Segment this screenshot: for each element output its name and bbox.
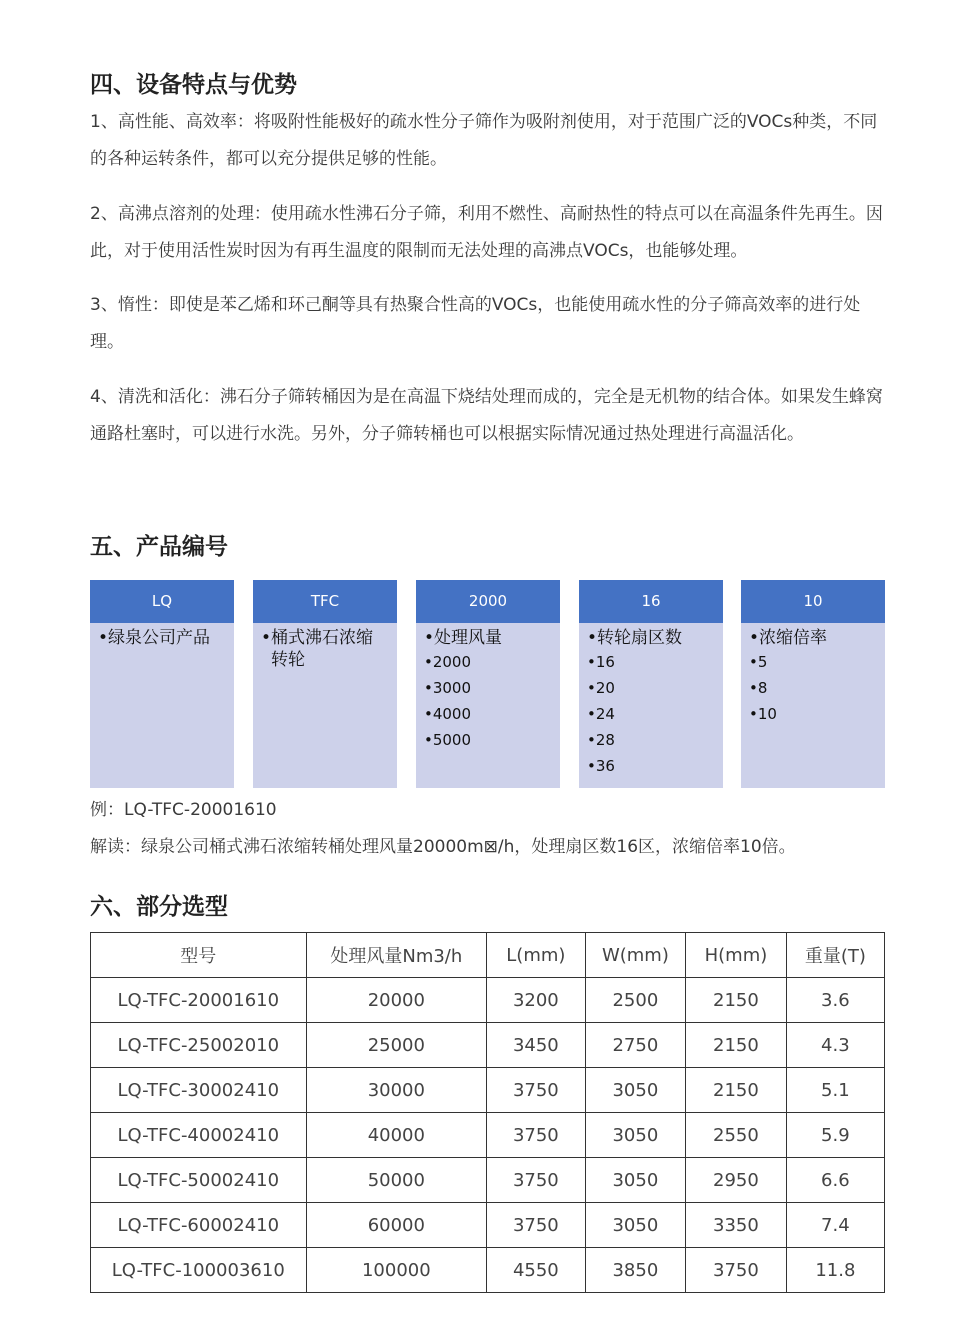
code-box-item: •28 (587, 731, 615, 749)
code-box-body (253, 623, 397, 671)
code-box-tfc (253, 580, 397, 788)
code-box-item: •5 (749, 653, 768, 671)
code-box-item: •24 (587, 705, 615, 723)
code-box-head: 16 (579, 580, 723, 623)
code-box-head: 2000 (416, 580, 560, 623)
code-box-item: •36 (587, 757, 615, 775)
table-cell: 3050 (585, 1068, 686, 1113)
table-row (91, 1023, 885, 1068)
section4-paragraph-2: 2、高沸点溶剂的处理：使用疏水性沸石分子筛，利用不燃性、高耐热性的特点可以在高温条件先再生。因此，对于使用活性炭时因为有再生温度的限制而无法处理的高沸点VOCs，也能够处理。 (90, 204, 883, 261)
code-box-ratio (741, 580, 885, 788)
table-cell: 3750 (487, 1203, 586, 1248)
code-box-line: •浓缩倍率 (749, 628, 828, 648)
table-cell: 11.8 (786, 1248, 884, 1293)
table-cell: 40000 (306, 1113, 487, 1158)
code-box-line: •转轮扇区数 (587, 628, 683, 648)
table-cell: 2550 (686, 1113, 787, 1158)
code-box-body (579, 623, 723, 779)
column-header: L(mm) (487, 933, 586, 978)
table-cell: 3050 (585, 1113, 686, 1158)
table-cell: 5.1 (786, 1068, 884, 1113)
table-cell: 2150 (686, 1068, 787, 1113)
code-box-item: •10 (749, 705, 777, 723)
example-explanation: 解读：绿泉公司桶式沸石浓缩转桶处理风量20000m⊠/h，处理扇区数16区，浓缩倍率10倍。 (90, 837, 796, 857)
code-box-line: •桶式沸石浓缩 (261, 628, 374, 648)
table-cell: 3750 (487, 1158, 586, 1203)
code-box-item: •3000 (424, 679, 472, 697)
section5-title: 五、产品编号 (90, 534, 228, 560)
table-cell: 2950 (686, 1158, 787, 1203)
code-box-head: LQ (90, 580, 234, 623)
column-header: 重量(T) (786, 933, 884, 978)
code-box-item: •8 (749, 679, 768, 697)
table-cell: 100000 (306, 1248, 487, 1293)
table-cell: 60000 (306, 1203, 487, 1248)
model-table (90, 932, 885, 1293)
table-cell: 3050 (585, 1158, 686, 1203)
table-cell: 3750 (487, 1113, 586, 1158)
table-cell: 3850 (585, 1248, 686, 1293)
code-box-item: •2000 (424, 653, 472, 671)
section4-paragraph-1: 1、高性能、高效率：将吸附性能极好的疏水性分子筛作为吸附剂使用，对于范围广泛的VOCs种类，不同的各种运转条件，都可以充分提供足够的性能。 (90, 112, 878, 169)
table-cell: 3.6 (786, 978, 884, 1023)
table-row (91, 1248, 885, 1293)
code-box-line: 转轮 (271, 650, 305, 670)
table-cell: 2150 (686, 1023, 787, 1068)
table-cell: 2500 (585, 978, 686, 1023)
table-cell: 4.3 (786, 1023, 884, 1068)
example-code: 例：LQ-TFC-20001610 (90, 800, 277, 820)
column-header: W(mm) (585, 933, 686, 978)
code-box-sectors (579, 580, 723, 788)
column-header: 处理风量Nm3/h (306, 933, 487, 978)
table-cell: 3050 (585, 1203, 686, 1248)
table-cell: 30000 (306, 1068, 487, 1113)
code-box-head: TFC (253, 580, 397, 623)
table-cell: 4550 (487, 1248, 586, 1293)
table-cell: LQ-TFC-25002010 (91, 1023, 307, 1068)
table-cell: 2150 (686, 978, 787, 1023)
table-row (91, 1203, 885, 1248)
table-cell: LQ-TFC-30002410 (91, 1068, 307, 1113)
code-box-line: •绿泉公司产品 (98, 628, 211, 648)
table-cell: 7.4 (786, 1203, 884, 1248)
section4-paragraph-3: 3、惰性：即使是苯乙烯和环己酮等具有热聚合性高的VOCs，也能使用疏水性的分子筛高效率的进行处理。 (90, 295, 861, 352)
section4-paragraph-4: 4、清洗和活化：沸石分子筛转桶因为是在高温下烧结处理而成的，完全是无机物的结合体。如果发生蜂窝通路杜塞时，可以进行水洗。另外，分子筛转桶也可以根据实际情况通过热处理进行高温活化。 (90, 387, 883, 444)
table-cell: LQ-TFC-60002410 (91, 1203, 307, 1248)
table-cell: LQ-TFC-20001610 (91, 978, 307, 1023)
code-box-body (90, 623, 234, 649)
code-box-item: •16 (587, 653, 615, 671)
table-cell: 3450 (487, 1023, 586, 1068)
table-row (91, 1113, 885, 1158)
code-box-airflow (416, 580, 560, 788)
code-box-item: •20 (587, 679, 615, 697)
code-box-line: •处理风量 (424, 628, 503, 648)
table-row (91, 978, 885, 1023)
table-cell: 6.6 (786, 1158, 884, 1203)
table-cell: 5.9 (786, 1113, 884, 1158)
table-cell: 50000 (306, 1158, 487, 1203)
table-row (91, 1158, 885, 1203)
code-box-item: •4000 (424, 705, 472, 723)
table-cell: 25000 (306, 1023, 487, 1068)
table-cell: LQ-TFC-40002410 (91, 1113, 307, 1158)
column-header: H(mm) (686, 933, 787, 978)
table-cell: LQ-TFC-50002410 (91, 1158, 307, 1203)
code-box-item: •5000 (424, 731, 472, 749)
table-cell: 3350 (686, 1203, 787, 1248)
table-cell: 2750 (585, 1023, 686, 1068)
code-box-lq (90, 580, 234, 788)
code-box-head: 10 (741, 580, 885, 623)
table-header-row (91, 933, 885, 978)
code-box-body (741, 623, 885, 727)
code-box-body (416, 623, 560, 753)
table-cell: 3200 (487, 978, 586, 1023)
section4-title: 四、设备特点与优势 (90, 72, 297, 98)
section6-title: 六、部分选型 (90, 894, 228, 920)
table-cell: LQ-TFC-100003610 (91, 1248, 307, 1293)
column-header: 型号 (91, 933, 307, 978)
table-cell: 20000 (306, 978, 487, 1023)
table-cell: 3750 (686, 1248, 787, 1293)
table-row (91, 1068, 885, 1113)
table-cell: 3750 (487, 1068, 586, 1113)
